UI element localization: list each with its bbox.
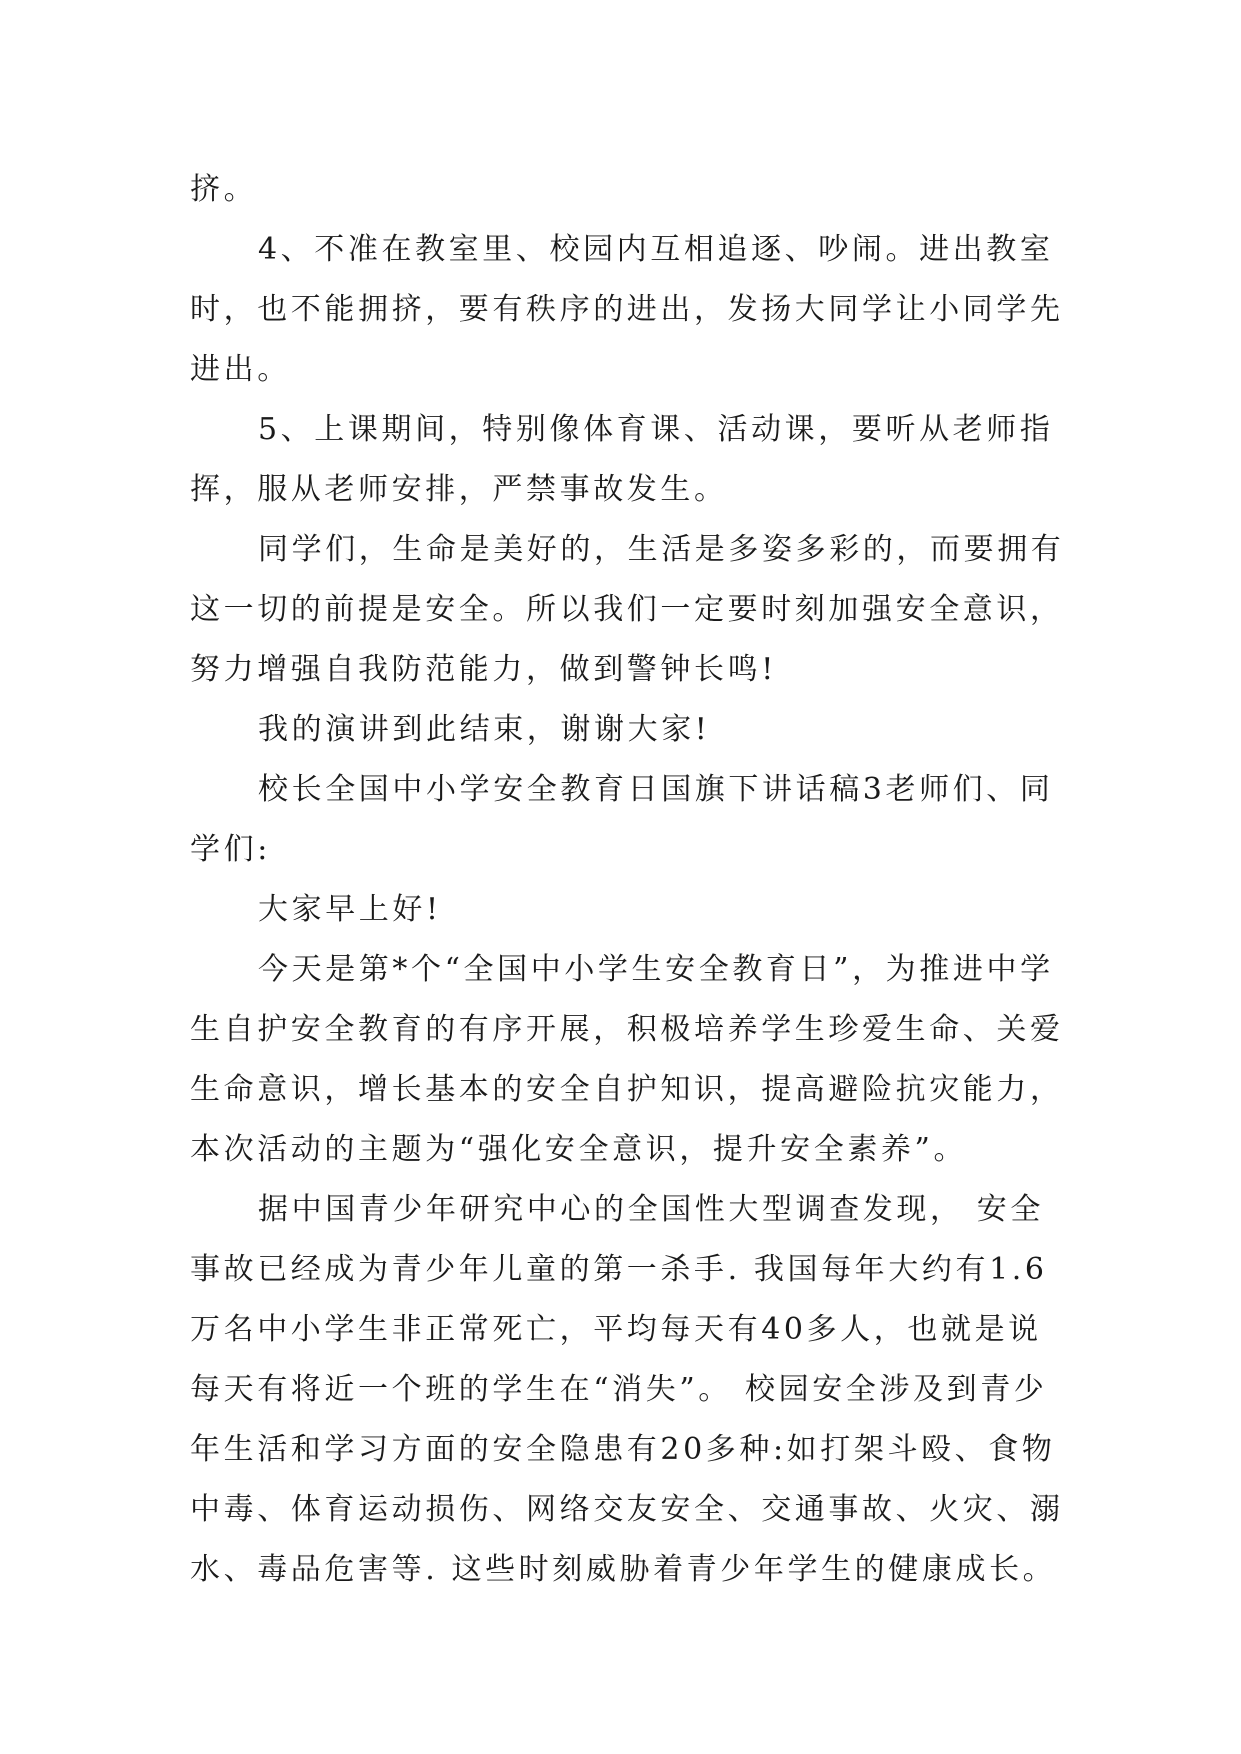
paragraph-statistics: 据中国青少年研究中心的全国性大型调查发现， 安全事故已经成为青少年儿童的第一杀手. 我国每年大约有1.6万名中小学生非正常死亡，平均每天有40多人，也就是说每天有将近一个班的学生在“消失”。 校园安全涉及到青少年生活和学习方面的安全隐患有20多种:如打架斗殴、食物中毒、体育运动损伤、网络交友安全、交通事故、火灾、溺水、毒品危害等. 这些时刻威胁着青少年学生的健康成长。 bbox=[190, 1192, 1064, 1587]
paragraph-speech-title: 校长全国中小学安全教育日国旗下讲话稿3老师们、同学们: bbox=[190, 772, 1054, 867]
paragraph-greeting: 大家早上好! bbox=[258, 892, 442, 927]
paragraph-theme: 今天是第*个“全国中小学生安全教育日”，为推进中学生自护安全教育的有序开展，积极培养学生珍爱生命、关爱生命意识，增长基本的安全自护知识，提高避险抗灾能力，本次活动的主题为“强化安全意识，提升安全素养”。 bbox=[190, 952, 1064, 1167]
paragraph-closing: 我的演讲到此结束，谢谢大家! bbox=[258, 712, 711, 747]
document-body bbox=[190, 160, 1070, 1600]
paragraph-continuation: 挤。 bbox=[190, 172, 258, 207]
paragraph-rule-5: 5、上课期间，特别像体育课、活动课，要听从老师指挥，服从老师安排，严禁事故发生。 bbox=[190, 412, 1054, 507]
paragraph-safety-appeal: 同学们，生命是美好的，生活是多姿多彩的，而要拥有这一切的前提是安全。所以我们一定要时刻加强安全意识，努力增强自我防范能力，做到警钟长鸣! bbox=[190, 532, 1065, 687]
paragraph-rule-4: 4、不准在教室里、校园内互相追逐、吵闹。进出教室时，也不能拥挤，要有秩序的进出，发扬大同学让小同学先进出。 bbox=[190, 232, 1064, 387]
